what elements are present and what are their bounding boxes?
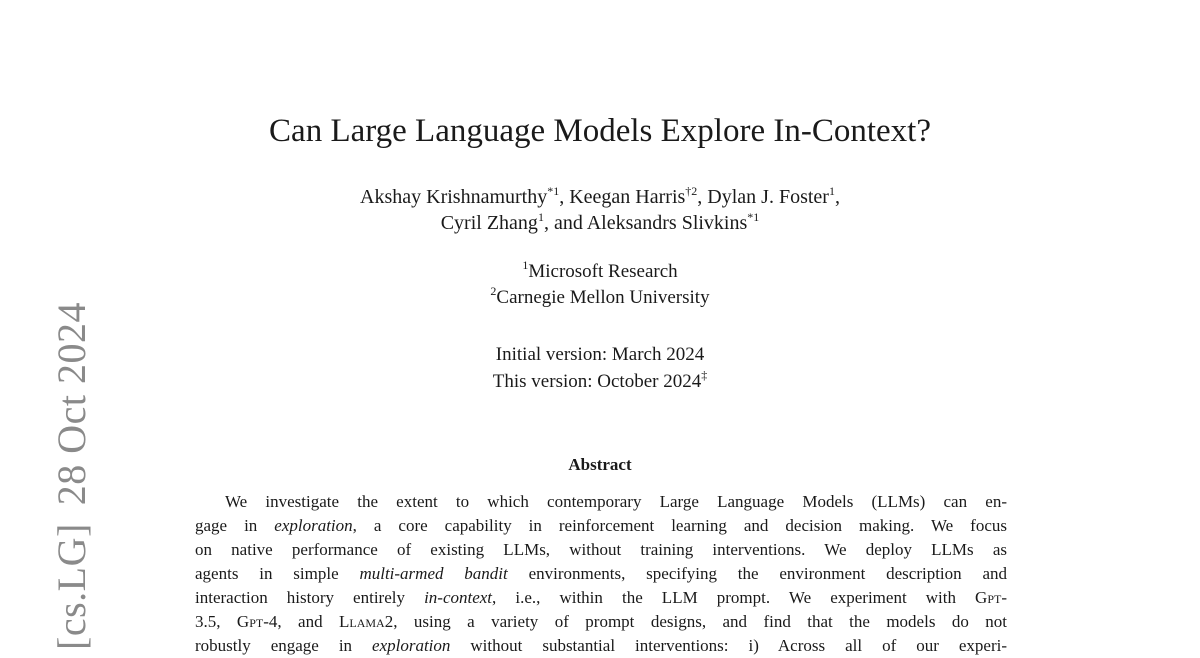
author-affiliation-mark: *1 [547,184,560,198]
affiliation-list [0,259,1200,311]
version-info [0,341,1200,395]
author-name: Akshay Krishnamurthy [360,186,548,208]
author-separator: , [834,186,840,208]
abstract-body [195,490,1007,658]
arxiv-category: [cs.LG] [49,523,94,650]
author-name: Cyril Zhang [440,212,538,234]
initial-version: Initial version: March 2024 [495,344,705,365]
arxiv-date: 28 Oct 2024 [49,301,94,506]
abstract-line: We investigate the extent to which contemporary Large Language Models (LLMs) can en- [225,492,1007,511]
affiliation-name: Carnegie Mellon University [496,287,710,308]
abstract-line: 3.5, Gpt-4, and Llama2, using a variety of prompt designs, and find that the models do not [195,612,1007,631]
author-name: Aleksandrs Slivkins [586,212,748,234]
affiliation-mark: 1 [522,258,529,272]
current-version-line [0,368,1200,395]
author-list [0,184,1200,236]
abstract-heading: Abstract [568,455,632,474]
abstract-line: interaction history entirely in-context, i.e., within the LLM prompt. We experiment with Gpt- [195,588,1007,607]
abstract-line: robustly engage in exploration without substantial interventions: i) Across all of our experi- [195,636,1007,655]
affiliation-mark: 2 [490,284,497,298]
current-version: This version: October 2024 [492,371,702,392]
author-affiliation-mark: 1 [828,184,835,198]
author-separator: , [697,186,708,208]
author-name: Keegan Harris [569,186,686,208]
abstract-line: on native performance of existing LLMs, without training interventions. We deploy LLMs as [195,540,1007,559]
affiliation-item [0,259,1200,285]
author-affiliation-mark: †2 [685,184,698,198]
affiliation-name: Microsoft Research [528,261,678,282]
author-separator: , and [543,212,587,234]
author-affiliation-mark: 1 [537,210,544,224]
paper-title: Can Large Language Models Explore In-Context? [269,113,931,149]
author-separator: , [559,186,570,208]
author-line-2 [0,210,1200,236]
author-name: Dylan J. Foster [707,186,829,208]
author-line-1 [0,184,1200,210]
affiliation-item [0,285,1200,311]
abstract-line: gage in exploration, a core capability in reinforcement learning and decision making. We focus [195,516,1007,535]
version-footnote-mark: ‡ [701,368,708,382]
author-affiliation-mark: *1 [747,210,760,224]
abstract-line: agents in simple multi-armed bandit environments, specifying the environment description and [195,564,1008,583]
